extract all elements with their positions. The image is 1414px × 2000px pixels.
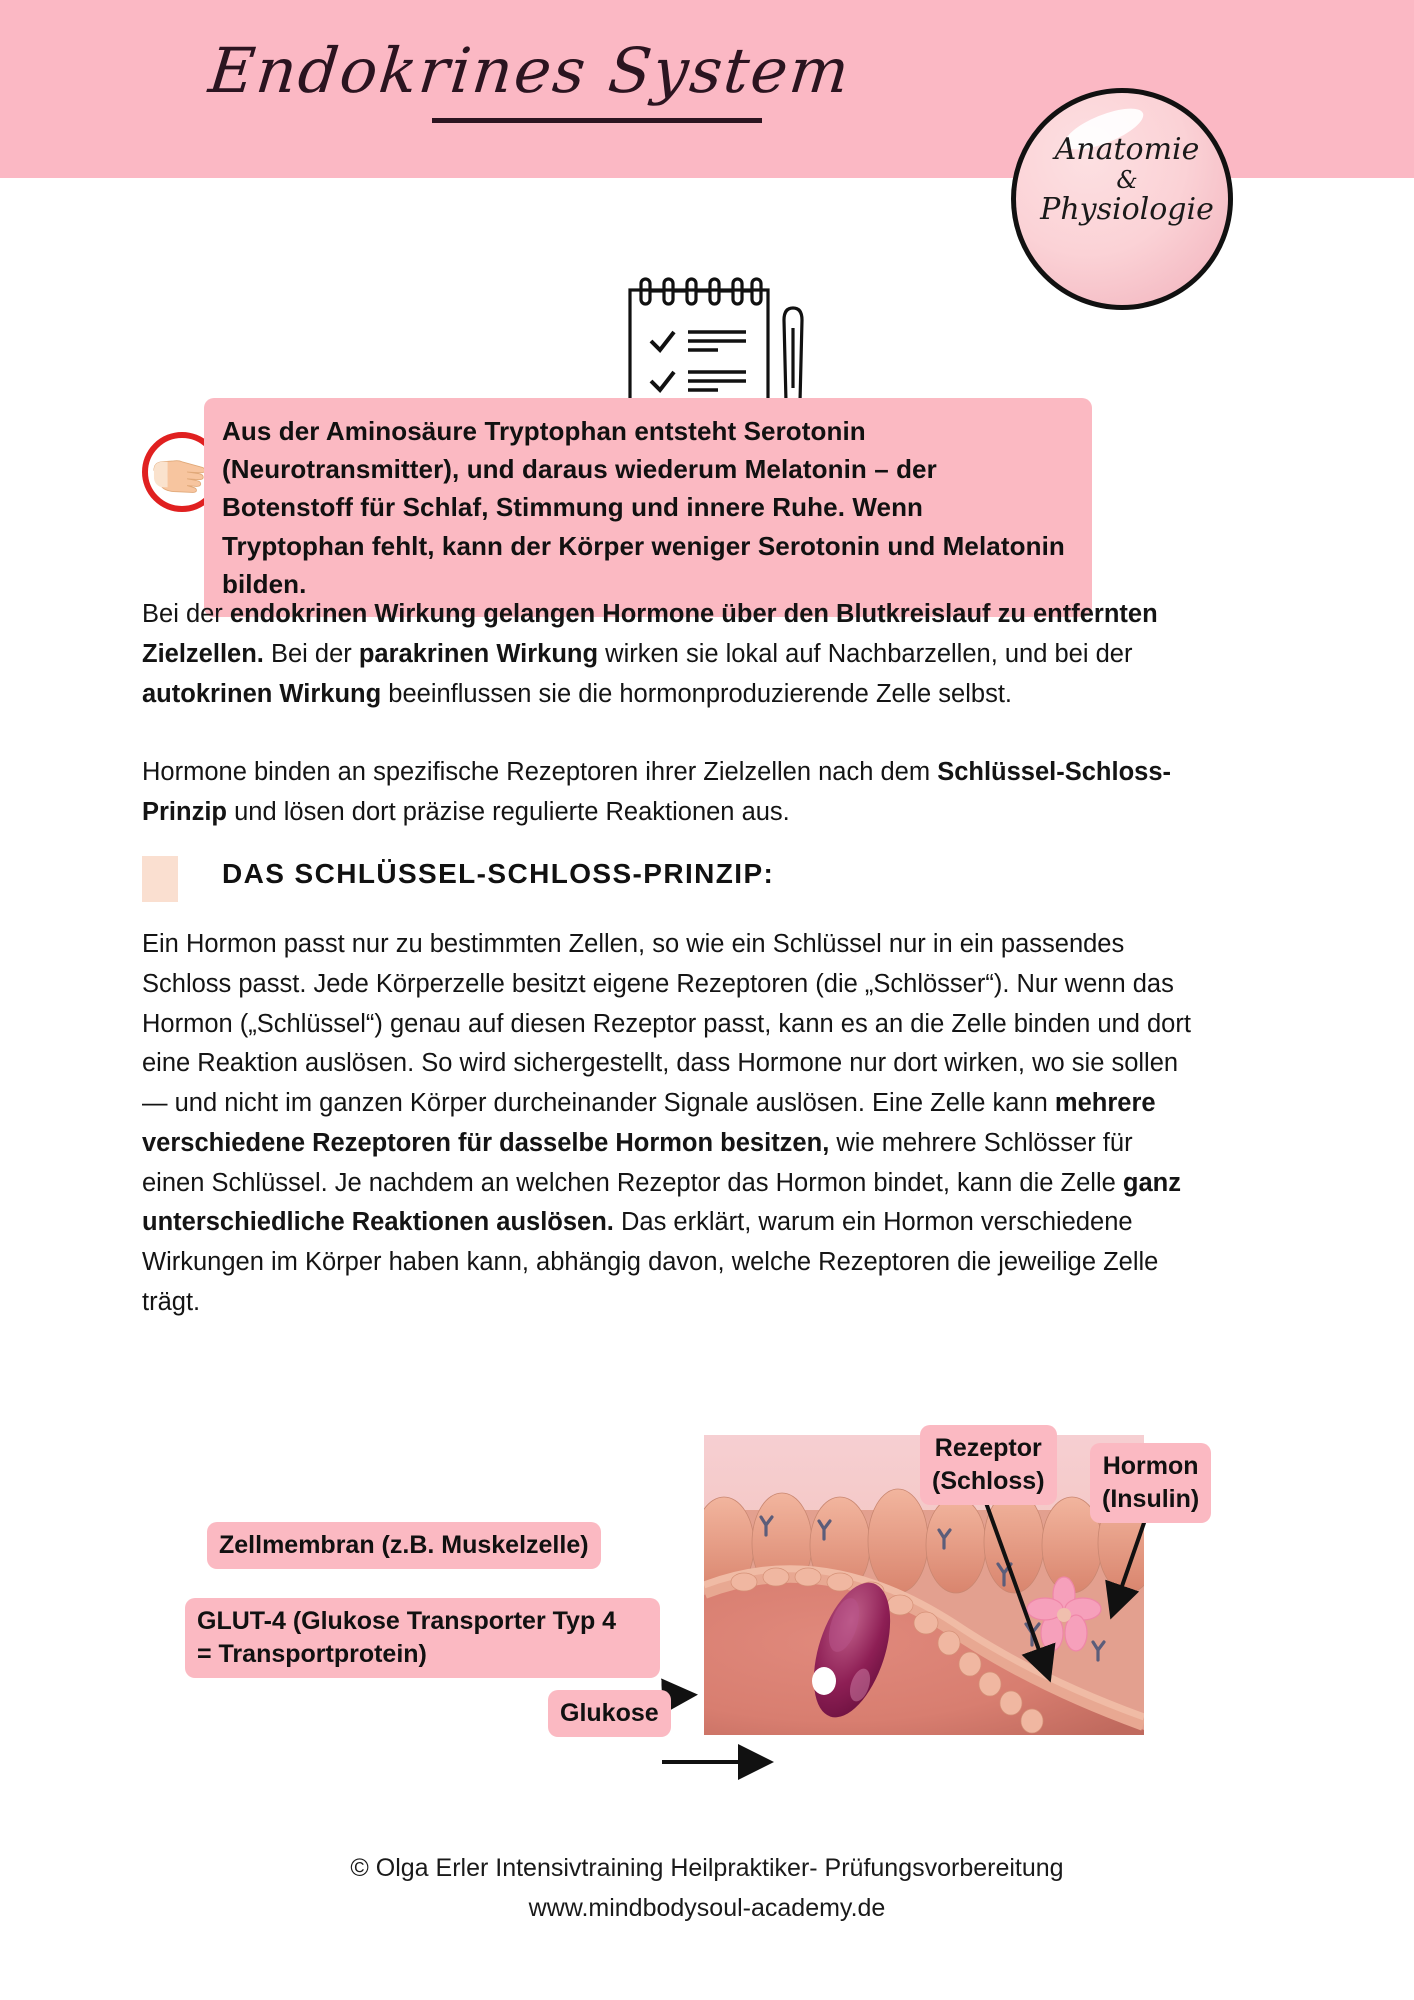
section-heading	[142, 856, 1142, 902]
mp-seg3: Das erklärt, warum ein Hormon verschiedene Wirkungen im Körper haben kann, abhängig davon, welche Rezeptoren die jeweilige Zelle trägt.	[142, 1208, 1159, 1316]
label-hormon	[1090, 1443, 1211, 1523]
p1-seg1: Bei der	[142, 600, 230, 628]
badge-text	[1016, 133, 1233, 227]
paragraph-endocrine	[142, 595, 1172, 714]
p2-seg2: und lösen dort präzise regulierte Reaktionen aus.	[227, 797, 790, 826]
label-rezeptor-line2: (Schloss)	[932, 1467, 1045, 1495]
mp-bold2: ganz unterschiedliche Reaktionen auslösen.	[142, 1168, 1181, 1237]
p1-seg2: Bei der	[263, 639, 359, 668]
label-rezeptor	[920, 1425, 1057, 1505]
page-title: Endokrines System	[205, 34, 855, 107]
label-zellmembran: Zellmembran (z.B. Muskelzelle)	[207, 1522, 601, 1569]
label-hormon-line1: Hormon	[1102, 1452, 1199, 1480]
mp-bold1: mehrere verschiedene Rezeptoren für dasselbe Hormon besitzen,	[142, 1089, 1156, 1157]
label-glut4	[185, 1598, 660, 1678]
label-hormon-line2: (Insulin)	[1102, 1485, 1200, 1513]
label-glukose: Glukose	[548, 1690, 671, 1737]
glucose-molecule	[812, 1667, 836, 1695]
p1-bold3: autokrinen Wirkung	[142, 679, 382, 708]
paragraph-key-lock-principle	[142, 925, 1192, 1323]
label-rezeptor-line1: Rezeptor	[934, 1434, 1042, 1462]
mp-seg1: Ein Hormon passt nur zu bestimmten Zellen, so wie ein Schlüssel nur in ein passendes Schloss passt. Jede Körperzelle besitzt eigene Rezeptoren (die „Schlösser“). Nur wenn das Hormon („Schlüssel“) genau auf diesen Rezeptor passt, kann es an die Zelle binden und dort eine Reaktion auslösen. So wird sichergestellt, dass Hormone nur dort wirken, wo sie sollen — und nicht im ganzen Körper durcheinander Signale auslösen. Eine Zelle kann	[142, 930, 1191, 1118]
badge-line-3: Physiologie	[1040, 192, 1214, 228]
section-marker	[142, 856, 178, 902]
anatomie-physiologie-badge	[1011, 88, 1233, 310]
callout-text: Aus der Aminosäure Tryptophan entsteht Serotonin (Neurotransmitter), und daraus wiederum Melatonin – der Botenstoff für Schlaf, Stimmung und innere Ruhe. Wenn Tryptophan fehlt, kann der Körper weniger Serotonin und Melatonin bilden.	[204, 398, 1092, 617]
p1-seg4: beeinflussen sie die hormonproduzierende Zelle selbst.	[381, 679, 1012, 708]
mp-seg2: wie mehrere Schlösser für einen Schlüssel. Je nachdem an welchen Rezeptor das Hormon bindet, kann die Zelle	[142, 1128, 1133, 1197]
title-underline	[432, 118, 762, 123]
footer	[0, 1848, 1414, 1928]
label-glut4-line1: GLUT-4 (Glukose Transporter Typ 4	[197, 1607, 617, 1635]
footer-copyright: © Olga Erler Intensivtraining Heilpraktiker- Prüfungsvorbereitung	[350, 1854, 1064, 1882]
section-heading-label: DAS SCHLÜSSEL-SCHLOSS-PRINZIP:	[222, 858, 775, 889]
callout-block	[142, 398, 1272, 599]
p2-seg1: Hormone binden an spezifische Rezeptoren ihrer Zielzellen nach dem	[142, 758, 938, 786]
p1-bold2: parakrinen Wirkung	[358, 639, 599, 668]
p2-bold1: Schlüssel-Schloss-Prinzip	[142, 758, 1172, 826]
label-glut4-line2: = Transportprotein)	[197, 1640, 427, 1668]
badge-line-1: Anatomie	[1054, 132, 1200, 167]
p1-bold1: endokrinen Wirkung gelangen Hormone über den Blutkreislauf zu entfernten Zielzellen.	[142, 600, 1158, 668]
footer-website: www.mindbodysoul-academy.de	[528, 1894, 886, 1922]
paragraph-receptor-binding	[142, 753, 1172, 833]
p1-seg3: wirken sie lokal auf Nachbarzellen, und bei der	[598, 639, 1133, 668]
badge-line-2: &	[1116, 165, 1138, 194]
